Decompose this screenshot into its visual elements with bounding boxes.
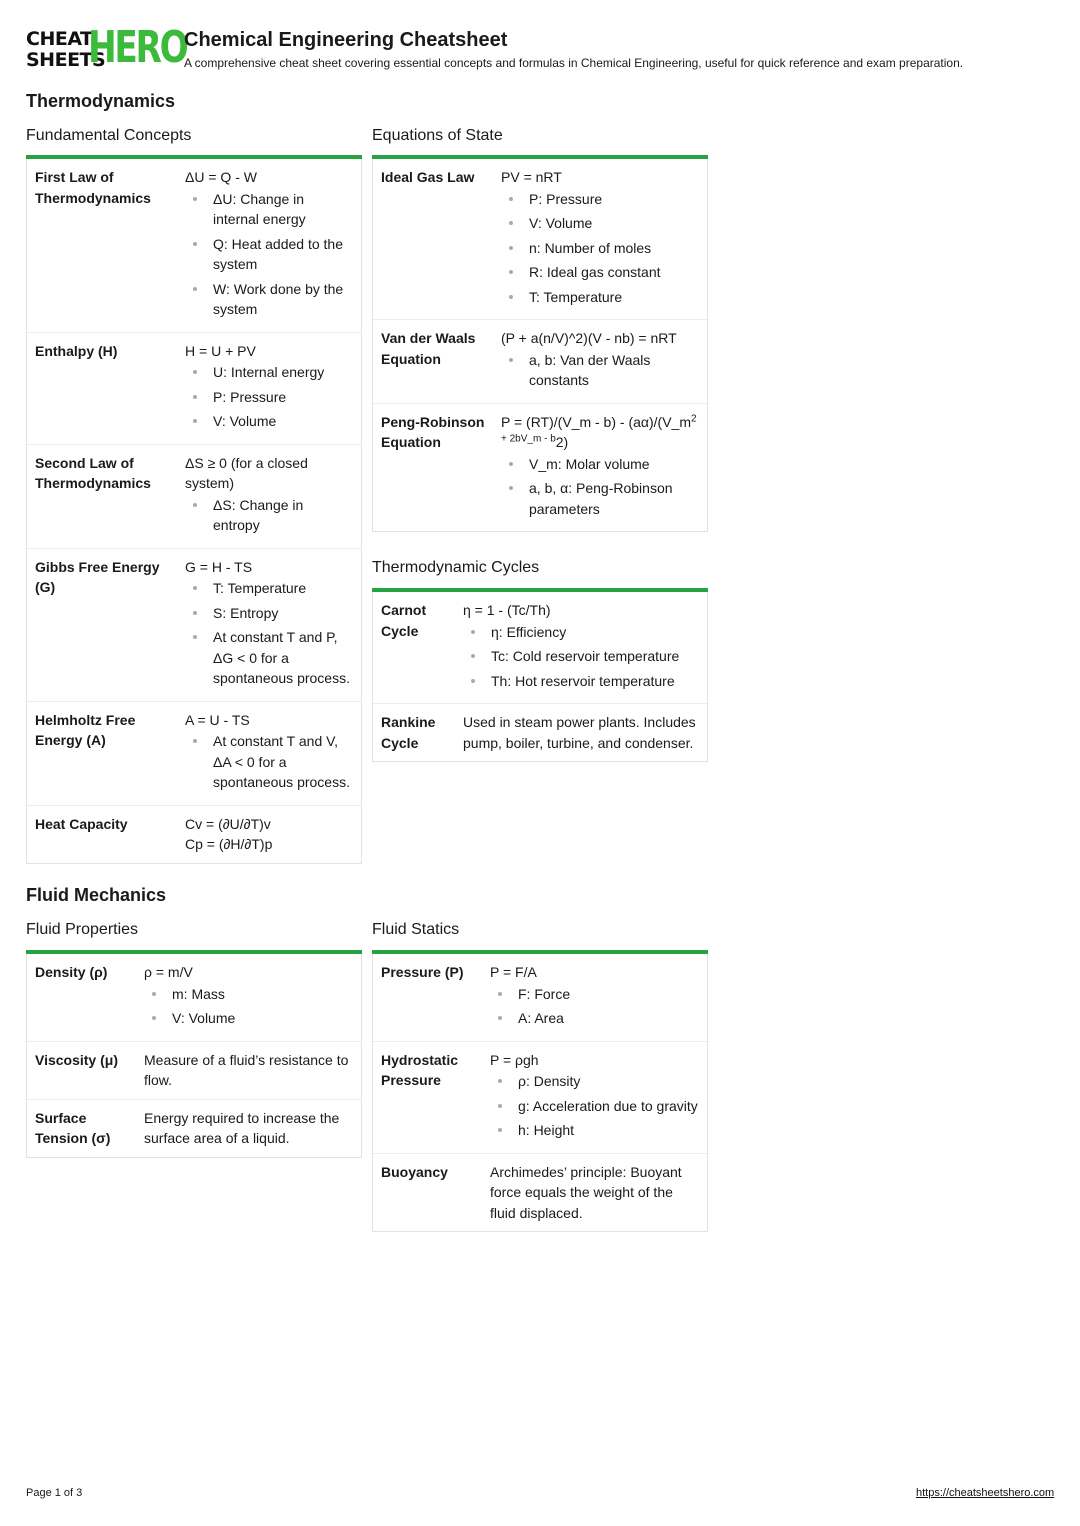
- page-title: Chemical Engineering Cheatsheet: [184, 29, 508, 51]
- list-item: Q: Heat added to the system: [213, 234, 353, 275]
- row-term: Gibbs Free Energy (G): [35, 558, 160, 595]
- table-row: [27, 444, 361, 548]
- table-row: [27, 548, 361, 701]
- row-term: Enthalpy (H): [35, 342, 118, 359]
- table-row: [27, 701, 361, 805]
- section-title-fluid-mechanics: Fluid Mechanics: [26, 885, 167, 905]
- row-description: [185, 814, 353, 855]
- bullet-list: [501, 189, 699, 308]
- page-number: Page 1 of 3: [26, 1487, 83, 1499]
- bullet-list: [490, 984, 699, 1029]
- formula-part: P = (RT)/(V_m - b) - (aα)/(V_m: [501, 413, 691, 430]
- row-text: Archimedes’ principle: Buoyant force equals the weight of the fluid displaced.: [490, 1163, 682, 1221]
- list-item: Tc: Cold reservoir temperature: [491, 646, 699, 667]
- table-row: [373, 703, 707, 761]
- bullet-list: [463, 622, 699, 692]
- row-term: Helmholtz Free Energy (A): [35, 711, 136, 748]
- row-term: Density (ρ): [35, 964, 108, 980]
- page-subtitle: A comprehensive cheat sheet covering essential concepts and formulas in Chemical Engineering, useful for quick reference and exam preparation.: [184, 56, 964, 70]
- row-term: Hydrostatic Pressure: [381, 1051, 459, 1088]
- row-formula: ΔU = Q - W: [185, 169, 257, 185]
- row-formula: G = H - TS: [185, 558, 253, 575]
- row-description: [185, 710, 353, 797]
- table-row: [373, 1041, 707, 1153]
- list-item: m: Mass: [172, 984, 353, 1005]
- bullet-list: [501, 350, 699, 391]
- list-item: P: Pressure: [213, 387, 353, 408]
- card-fluid-statics: [372, 950, 708, 1232]
- logo-word-hero: HERO: [88, 22, 187, 73]
- row-term: Surface Tension (σ): [35, 1109, 111, 1146]
- row-term: Rankine Cycle: [381, 714, 436, 751]
- bullet-list: [490, 1071, 699, 1141]
- row-text: Measure of a fluid’s resistance to flow.: [144, 1051, 349, 1088]
- list-item: T: Temperature: [529, 287, 699, 308]
- list-item: P: Pressure: [529, 189, 699, 210]
- row-formula: ρ = m/V: [144, 964, 193, 980]
- list-item: ΔS: Change in entropy: [213, 495, 353, 536]
- row-term: Peng-Robinson Equation: [381, 413, 485, 450]
- list-item: ρ: Density: [518, 1071, 699, 1092]
- row-term: Viscosity (μ): [35, 1051, 119, 1068]
- list-item: V: Volume: [172, 1008, 353, 1029]
- subsection-title-thermodynamic-cycles: Thermodynamic Cycles: [372, 559, 540, 576]
- table-row: [373, 319, 707, 403]
- row-term: First Law of Thermodynamics: [35, 169, 151, 206]
- list-item: ΔU: Change in internal energy: [213, 189, 353, 230]
- page-header: [26, 22, 1066, 73]
- row-term: Heat Capacity: [35, 815, 128, 832]
- bullet-list: [144, 984, 353, 1029]
- bullet-list: [185, 189, 353, 320]
- cheatsheetshero-logo[interactable]: [26, 22, 187, 73]
- row-description: [463, 600, 699, 695]
- table-row: [373, 592, 707, 703]
- table-row: [27, 159, 361, 332]
- row-term: Ideal Gas Law: [381, 169, 475, 185]
- row-term: Second Law of Thermodynamics: [35, 454, 151, 491]
- list-item: F: Force: [518, 984, 699, 1005]
- row-description: [490, 962, 699, 1033]
- list-item: At constant T and P, ΔG < 0 for a spontaneous process.: [213, 627, 353, 689]
- list-item: V: Volume: [213, 411, 353, 432]
- table-row: [27, 954, 361, 1041]
- logo-word-cheat: CHEAT: [26, 28, 93, 50]
- row-term: Pressure (P): [381, 964, 464, 980]
- row-formula: PV = nRT: [501, 169, 562, 185]
- table-row: [373, 403, 707, 532]
- bullet-list: [185, 731, 353, 793]
- row-formula: [501, 412, 699, 453]
- row-description: [144, 1108, 353, 1149]
- row-formula: Cv = (∂U/∂T)v: [185, 815, 271, 832]
- row-text: Energy required to increase the surface area of a liquid.: [144, 1109, 340, 1146]
- bullet-list: [501, 454, 699, 520]
- row-description: [501, 412, 699, 524]
- subsection-title-equations-of-state: Equations of State: [372, 127, 503, 144]
- logo-word-sheets: SHEETS: [26, 49, 106, 71]
- list-item: At constant T and V, ΔA < 0 for a spontaneous process.: [213, 731, 353, 793]
- table-row: [27, 805, 361, 863]
- row-description: [490, 1162, 699, 1224]
- row-term: Buoyancy: [381, 1163, 448, 1180]
- card-equations-of-state: [372, 155, 708, 532]
- subsection-title-fluid-statics: Fluid Statics: [372, 921, 460, 938]
- table-row: [27, 1099, 361, 1157]
- list-item: S: Entropy: [213, 603, 353, 624]
- bullet-list: [185, 495, 353, 536]
- formula-part: 2): [555, 434, 569, 450]
- row-term: Carnot Cycle: [381, 602, 427, 639]
- row-formula: ΔS ≥ 0 (for a closed system): [185, 454, 308, 491]
- row-formula: (P + a(n/V)^2)(V - nb) = nRT: [501, 330, 677, 346]
- formula-superscript: 2 + 2bV_m - b: [501, 412, 697, 445]
- list-item: A: Area: [518, 1008, 699, 1029]
- row-description: [185, 341, 353, 436]
- bullet-list: [185, 362, 353, 432]
- bullet-list: [185, 578, 353, 689]
- table-row: [27, 1041, 361, 1099]
- list-item: U: Internal energy: [213, 362, 353, 383]
- list-item: V: Volume: [529, 213, 699, 234]
- table-row: [373, 159, 707, 319]
- row-formula: H = U + PV: [185, 342, 256, 359]
- section-title-thermodynamics: Thermodynamics: [26, 91, 176, 111]
- subsection-title-fluid-properties: Fluid Properties: [26, 921, 139, 938]
- table-row: [373, 954, 707, 1041]
- card-fundamental-concepts: [26, 155, 362, 864]
- card-thermodynamic-cycles: [372, 588, 708, 762]
- list-item: g: Acceleration due to gravity: [518, 1096, 699, 1117]
- row-formula: η = 1 - (Tc/Th): [463, 602, 551, 618]
- row-formula: P = F/A: [490, 964, 537, 980]
- footer-link[interactable]: https://cheatsheetshero.com: [916, 1487, 1055, 1499]
- list-item: a, b, α: Peng-Robinson parameters: [529, 478, 699, 519]
- row-text: Used in steam power plants. Includes pump, boiler, turbine, and condenser.: [463, 714, 696, 751]
- row-description: [501, 167, 699, 311]
- row-description: [463, 712, 699, 753]
- list-item: Th: Hot reservoir temperature: [491, 671, 699, 692]
- row-description: [490, 1050, 699, 1145]
- row-description: [185, 167, 353, 324]
- subsection-title-fundamental-concepts: Fundamental Concepts: [26, 127, 192, 144]
- row-description: [144, 1050, 353, 1091]
- list-item: h: Height: [518, 1120, 699, 1141]
- row-formula: P = ρgh: [490, 1051, 539, 1068]
- row-formula: A = U - TS: [185, 711, 250, 728]
- table-row: [27, 332, 361, 444]
- list-item: W: Work done by the system: [213, 279, 353, 320]
- row-term: Van der Waals Equation: [381, 330, 476, 367]
- list-item: n: Number of moles: [529, 238, 699, 259]
- table-row: [373, 1153, 707, 1232]
- row-description: [185, 557, 353, 693]
- list-item: η: Efficiency: [491, 622, 699, 643]
- card-fluid-properties: [26, 950, 362, 1158]
- row-formula: Cp = (∂H/∂T)p: [185, 836, 273, 852]
- list-item: V_m: Molar volume: [529, 454, 699, 475]
- list-item: T: Temperature: [213, 578, 353, 599]
- list-item: R: Ideal gas constant: [529, 262, 699, 283]
- list-item: a, b: Van der Waals constants: [529, 350, 699, 391]
- row-description: [144, 962, 353, 1033]
- row-description: [185, 453, 353, 540]
- row-description: [501, 328, 699, 395]
